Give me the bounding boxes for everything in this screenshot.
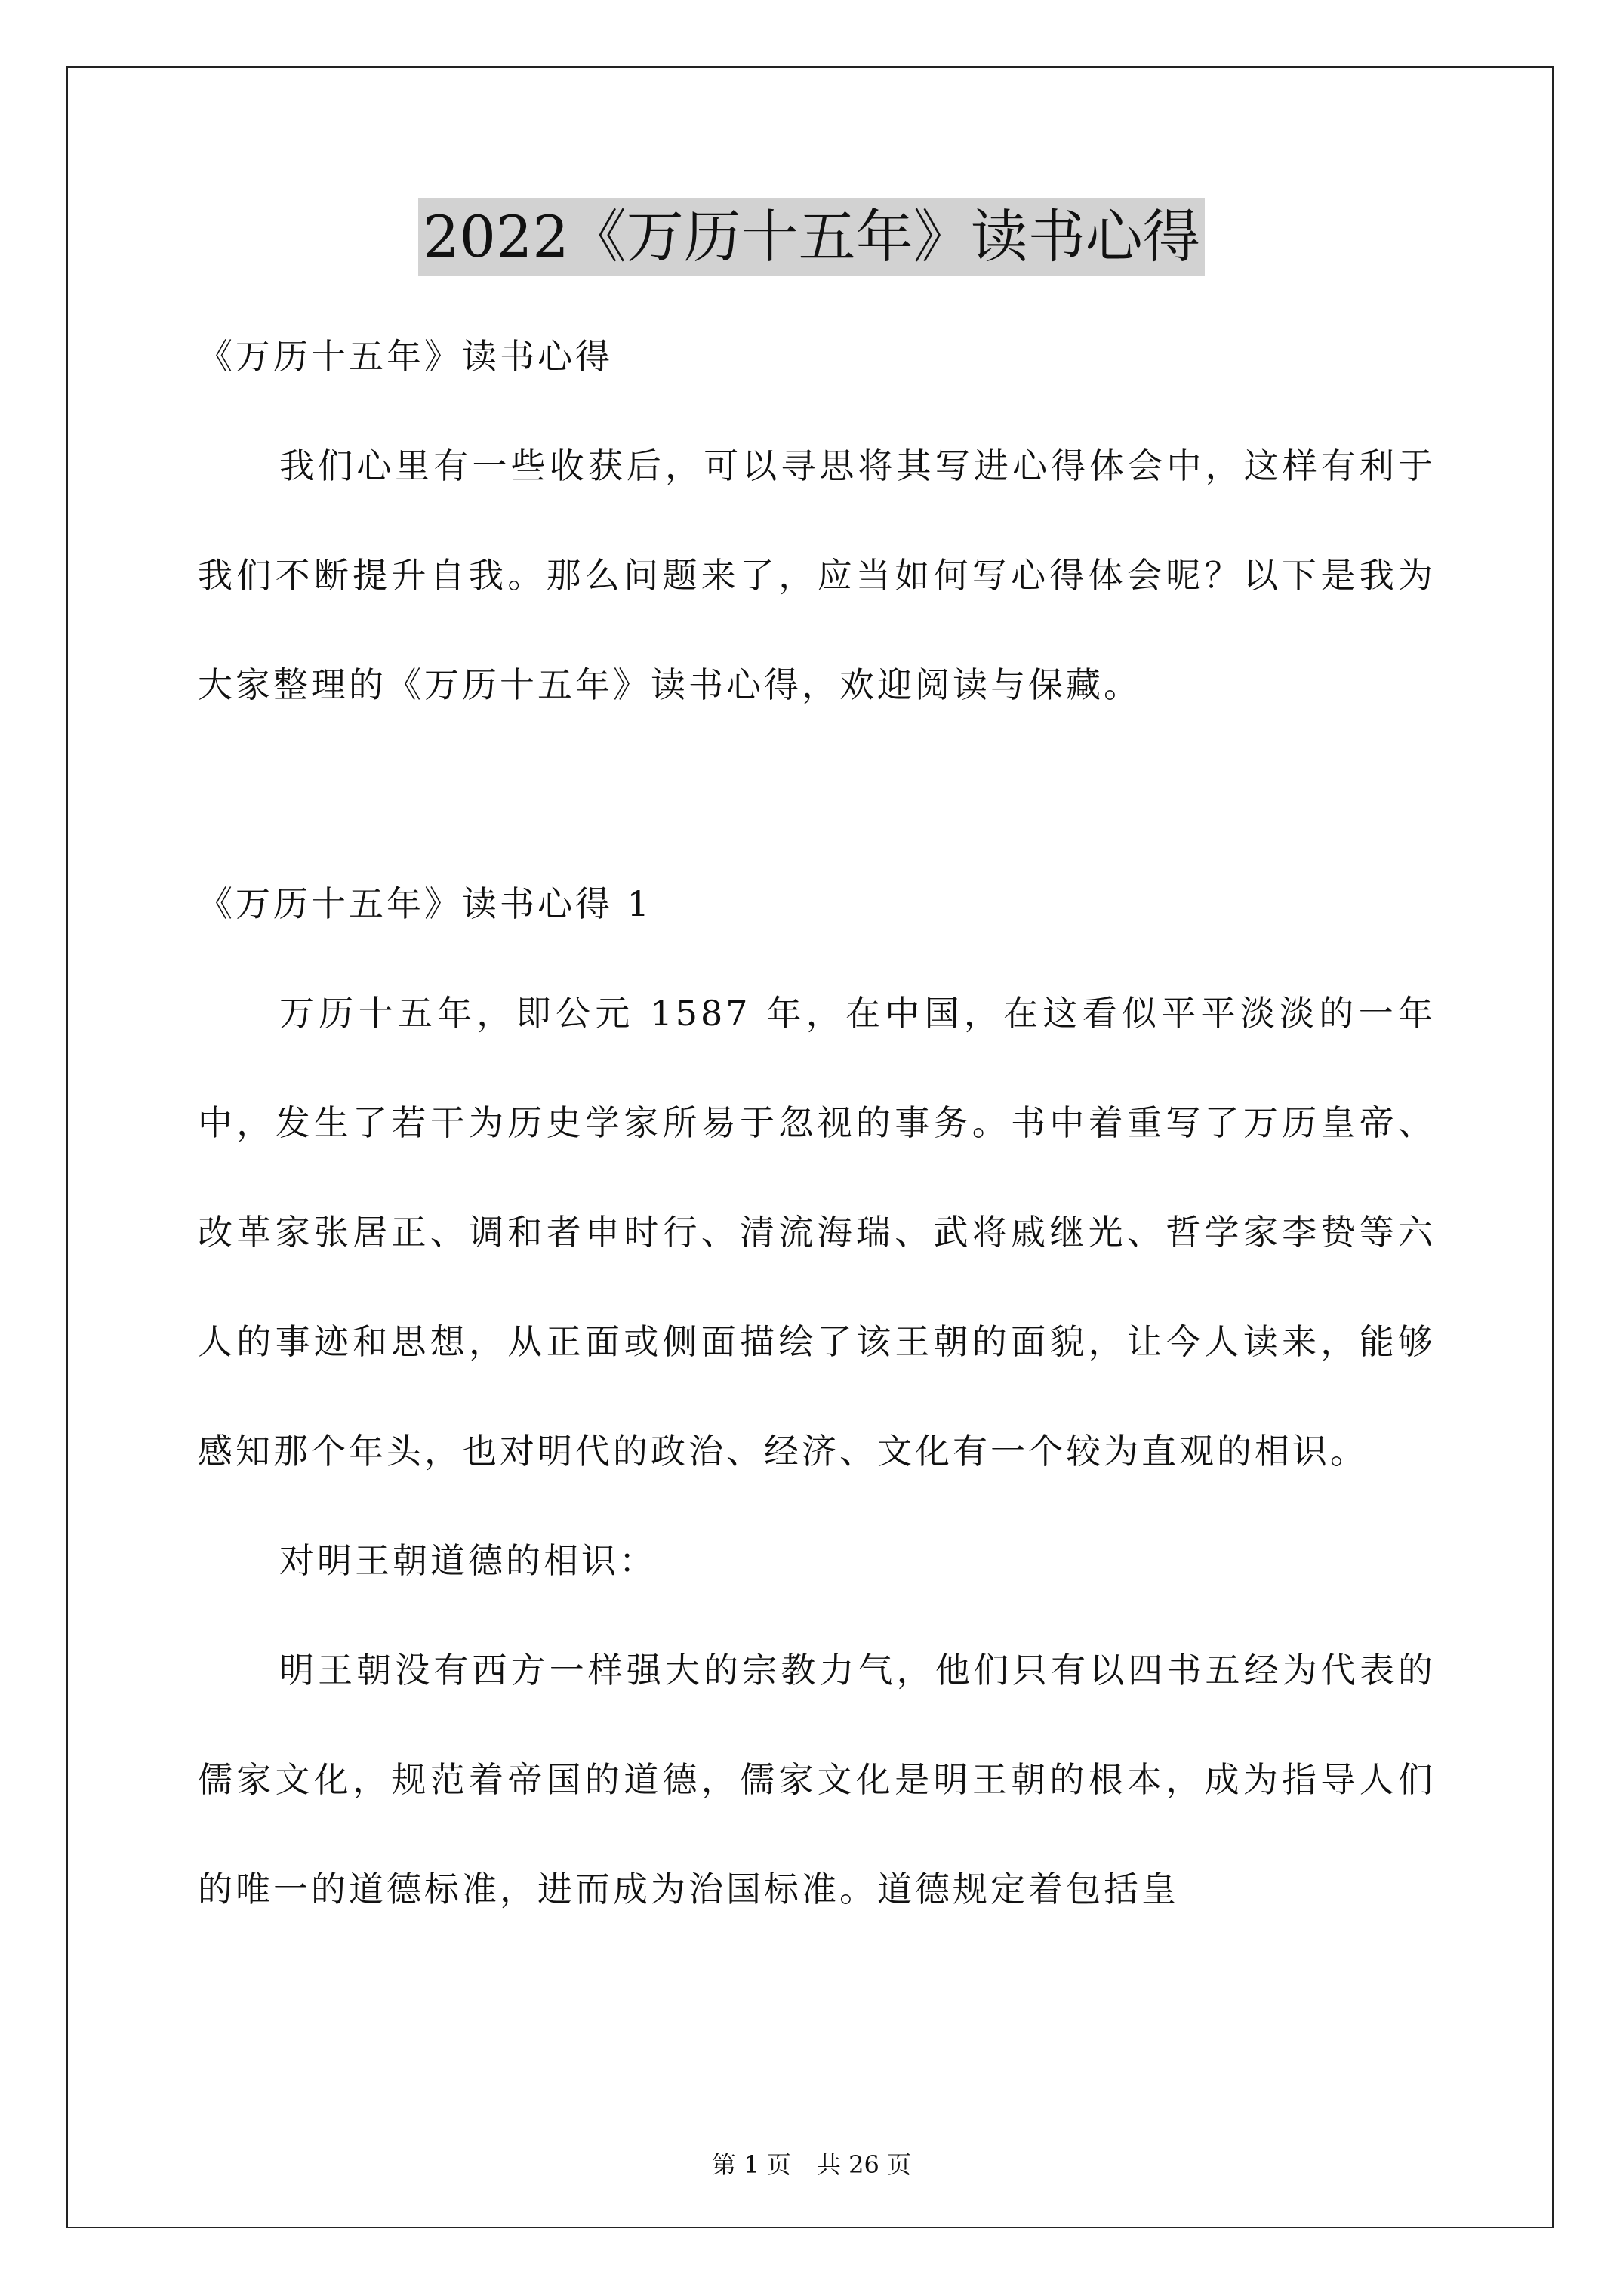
page-number: 第 1 页	[712, 2150, 791, 2179]
body-paragraph: 万历十五年，即公元 1587 年，在中国，在这看似平平淡淡的一年中，发生了若干为历史学家所易于忽视的事务。书中着重写了万历皇帝、改革家张居正、调和者申时行、清流海瑞、武将戚继光、哲学家李贽等六人的事迹和思想，从正面或侧面描绘了该王朝的面貌，让今人读来，能够感知那个年头，也对明代的政治、经济、文化有一个较为直观的相识。	[198, 993, 1436, 1472]
subtitle: 《万历十五年》读书心得	[198, 336, 613, 377]
page-total: 共 26 页	[816, 2150, 911, 2179]
title-wrap	[0, 198, 1623, 276]
document-body	[198, 302, 1436, 1944]
body-paragraph: 明王朝没有西方一样强大的宗教力气，他们只有以四书五经为代表的儒家文化，规范着帝国的道德，儒家文化是明王朝的根本，成为指导人们的唯一的道德标准，进而成为治国标准。道德规定着包括皇	[198, 1650, 1436, 1909]
section-heading: 《万历十五年》读书心得 1	[198, 883, 652, 924]
section-gap	[198, 740, 1436, 849]
intro-paragraph: 我们心里有一些收获后，可以寻思将其写进心得体会中，这样有利于我们不断提升自我。那么问题来了，应当如何写心得体会呢？以下是我为大家整理的《万历十五年》读书心得，欢迎阅读与保藏。	[198, 445, 1436, 705]
body-paragraph: 对明王朝道德的相识：	[279, 1540, 657, 1581]
document-title: 2022《万历十五年》读书心得	[418, 198, 1204, 276]
page-footer	[0, 2146, 1623, 2180]
